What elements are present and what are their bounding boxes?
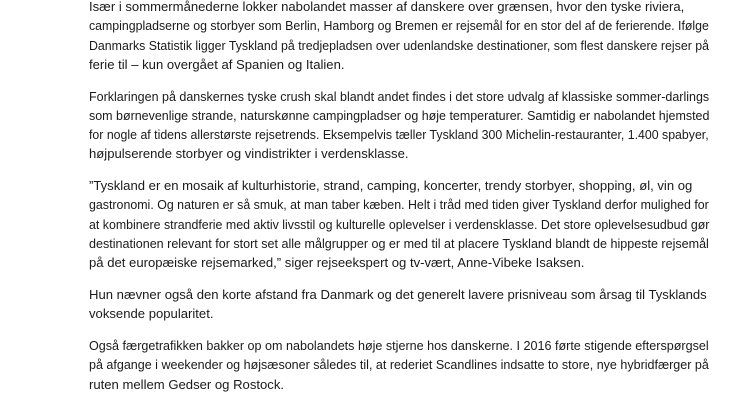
- text-line: gastronomi. Og naturen er så smuk, at man taber kæben. Helt i tråd med tiden giver Tyskland derfor mulighed for: [89, 197, 709, 213]
- paragraph-5: [89, 336, 709, 394]
- text-line: voksende popularitet.: [89, 306, 214, 322]
- text-line: at kombinere strandferie med aktiv livsstil og kulturelle oplevelser i verdensklasse. Det store oplevelsesudbud gør: [89, 216, 710, 232]
- quote-paragraph: [89, 176, 709, 272]
- text-line: Også færgetrafikken bakker op om nabolandets høje stjerne hos danskerne. I 2016 førte stigende efterspørgsel: [89, 338, 709, 354]
- text-line: for nogle af tidens allerstørste rejsetrends. Eksempelvis tæller Tyskland 300 Michelin-restauranter, 1.400 spabyer,: [89, 127, 709, 143]
- text-line: ruten mellem Gedser og Rostock.: [89, 376, 285, 392]
- paragraph-4: [89, 285, 709, 324]
- document-body: [89, 0, 709, 394]
- text-line: på det europæiske rejsemarked,” siger rejseekspert og tv-vært, Anne-Vibeke Isaksen.: [89, 255, 585, 271]
- text-line: campingpladserne og storbyer som Berlin, Hamborg og Bremen er rejsemål for en stor del af de ferierende. Ifølge: [89, 18, 709, 34]
- text-line: Især i sommermånederne lokker nabolandet masser af danskere over grænsen, hvor den tyske riviera,: [89, 0, 685, 14]
- text-line: Forklaringen på danskernes tyske crush skal blandt andet findes i det store udvalg af klassiske sommer-darlings: [89, 88, 710, 104]
- text-line: ”Tyskland er en mosaik af kulturhistorie, strand, camping, koncerter, trendy storbyer, shopping, øl, vin og: [89, 178, 693, 194]
- paragraph-2: [89, 87, 709, 164]
- text-line: højpulserende storbyer og vindistrikter i verdensklasse.: [89, 146, 409, 162]
- text-line: Danmarks Statistik ligger Tyskland på tredjepladsen over udenlandske destinationer, som flest danskere rejser på: [89, 37, 709, 53]
- text-line: på afgange i weekender og højsæsoner således til, at rederiet Scandlines indsatte to store, nye hybridfærger på: [89, 357, 709, 373]
- text-line: Hun nævner også den korte afstand fra Danmark og det generelt lavere prisniveau som årsag til Tysklands: [89, 287, 707, 303]
- paragraph-1: [89, 0, 709, 74]
- text-line: som børnevenlige strande, naturskønne campingpladser og høje temperaturer. Samtidig er nabolandet hjemsted: [89, 107, 710, 123]
- text-line: destinationen relevant for stort set alle målgrupper og er med til at placere Tyskland blandt de hippeste rejsemål: [89, 236, 709, 252]
- text-line: ferie til – kun overgået af Spanien og Italien.: [89, 56, 345, 72]
